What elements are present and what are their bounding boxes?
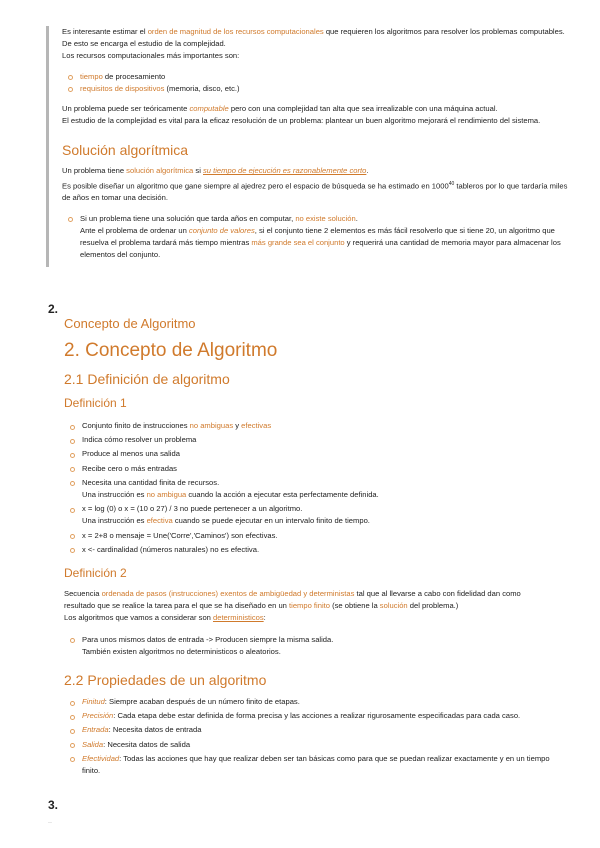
solucion-list <box>62 213 572 262</box>
list-item: x = 2+8 o mensaje = Une('Corre','Caminos') son efectivas. <box>82 530 554 542</box>
list-item: x <- cardinalidad (números naturales) no es efectiva. <box>82 544 554 556</box>
definicion-2-paragraph: Secuencia ordenada de pasos (instrucciones) exentos de ambigüedad y deterministas tal que al llevarse a cabo con fidelidad dan como resultado que se realice la tarea para el que se ha diseñado en un tiempo finito (se obtiene la solución del problema.) Los algoritmos que vamos a considerar son deterministicos: <box>64 589 521 623</box>
list-item: Finitud: Siempre acaban después de un número finito de etapas. <box>82 696 554 708</box>
section-number-2: 2. <box>48 302 59 316</box>
entrada-link[interactable]: Entrada <box>82 725 109 735</box>
list-item: Conjunto finito de instrucciones no ambiguas y efectivas <box>82 420 554 432</box>
ordenada-link[interactable]: ordenada de pasos (instrucciones) exentos de ambigüedad y deterministas <box>101 589 355 598</box>
salida-link[interactable]: Salida <box>82 739 104 749</box>
no-ambiguas-link[interactable]: no ambiguas <box>189 421 234 430</box>
subheading-definicion: 2.1 Definición de algoritmo <box>64 371 230 387</box>
list-item: Indica cómo resolver un problema <box>82 434 554 446</box>
page-title: 2. Concepto de Algoritmo <box>64 340 278 361</box>
computable-link[interactable]: computable <box>189 104 229 114</box>
computable-paragraph: Un problema puede ser teóricamente computable pero con una complejidad tan alta que sea irrealizable con una máquina actual. El estudio de la complejidad es vital para la eficaz resolución de un problema: plantear un buen algoritmo mejorará el rendimiento del sistema. <box>62 104 541 126</box>
section-number-3: 3. <box>48 798 59 812</box>
no-ambigua-link[interactable]: no ambigua <box>146 490 187 500</box>
resources-list <box>62 71 572 95</box>
definicion-2-block <box>64 588 554 658</box>
conjunto-link[interactable]: conjunto de valores <box>188 225 255 235</box>
tiempo-finito-link[interactable]: tiempo finito <box>289 601 330 611</box>
propiedades-list <box>64 696 554 777</box>
list-item: Para unos mismos datos de entrada -> Producen siempre la misma salida. También existen algoritmos no deterministicos o aleatorios. <box>82 634 554 658</box>
list-item: Produce al menos una salida <box>82 448 554 460</box>
complexity-quote-box <box>46 26 572 267</box>
toc-title: Concepto de Algoritmo <box>64 316 196 331</box>
intro-paragraph: Es interesante estimar el orden de magnitud de los recursos computacionales que requieren los algoritmos para resolver los problemas computables. De esto se encarga el estudio de la complejidad. Los recursos computacionales más importantes son: <box>62 27 565 61</box>
solucion-paragraph: Un problema tiene solución algorítmica si su tiempo de ejecución es razonablemente corto. Es posible diseñar un algoritmo que gane siempre al ajedrez pero el espacio de búsqueda se ha estimado en 1000$^{40}$ tableros por lo que tardaría miles de años en tomar una decisión. <box>62 166 568 203</box>
precision-link[interactable]: Precisión <box>82 711 114 721</box>
definicion-1-block <box>64 420 554 556</box>
propiedades-block <box>64 696 554 777</box>
tiempo-ejecucion-link[interactable]: su tiempo de ejecución es razonablemente corto <box>203 166 367 176</box>
list-item: x = log (0) o x = (10 o 27) / 3 no puede pertenecer a un algoritmo. Una instrucción es efectiva cuando se puede ejecutar en un intervalo finito de tiempo. <box>82 503 554 527</box>
requisitos-link[interactable]: requisitos de dispositivos <box>80 83 165 93</box>
magnitud-link[interactable]: orden de magnitud de los recursos computacionales <box>147 27 324 36</box>
efectivas-link[interactable]: efectivas <box>241 421 272 430</box>
grande-link[interactable]: más grande sea el conjunto <box>251 237 345 247</box>
finitud-link[interactable]: Finitud <box>82 697 105 706</box>
page-marker: ·· <box>48 820 52 826</box>
deterministicos-link[interactable]: deterministicos <box>213 613 264 623</box>
list-item: Necesita una cantidad finita de recursos. Una instrucción es no ambigua cuando la acción a ejecutar esta perfectamente definida. <box>82 477 554 501</box>
definicion-2-title: Definición 2 <box>64 566 127 580</box>
list-item: Recibe cero o más entradas <box>82 463 554 475</box>
list-item: Efectividad: Todas las acciones que hay que realizar deben ser tan básicas como para que se puedan realizar exactamente y en un tiempo finito. <box>82 753 554 777</box>
list-item: Precisión: Cada etapa debe estar definida de forma precisa y las acciones a realizar rigurosamente especificadas para cada caso. <box>82 710 554 722</box>
list-item: Entrada: Necesita datos de entrada <box>82 724 554 736</box>
solucion-def-link[interactable]: solución <box>379 601 408 611</box>
list-item: Salida: Necesita datos de salida <box>82 739 554 751</box>
no-solucion-link[interactable]: no existe solución <box>295 213 356 223</box>
definicion-1-title: Definición 1 <box>64 396 127 410</box>
efectiva-link[interactable]: efectiva <box>146 516 173 526</box>
list-item: Si un problema tiene una solución que tarda años en computar, no existe solución. Ante el problema de ordenar un conjunto de valores, si el conjunto tiene 2 elementos es más fácil resolverlo que si tiene 20, un algoritmo que resuelva el problema tardará más tiempo mientras más grande sea el conjunto y requerirá una cantidad de memoria mayor para almacenar los elementos del conjunto. <box>80 213 572 262</box>
tiempo-link[interactable]: tiempo <box>80 71 103 81</box>
solucion-link[interactable]: solución algorítmica <box>126 166 194 176</box>
solucion-heading: Solución algorítmica <box>62 142 189 159</box>
efectividad-link[interactable]: Efectividad <box>82 753 120 763</box>
list-item: tiempo de procesamiento <box>80 71 572 83</box>
subheading-propiedades: 2.2 Propiedades de un algoritmo <box>64 672 267 688</box>
definicion-2-list <box>64 634 554 658</box>
definicion-1-list <box>64 420 554 556</box>
list-item: requisitos de dispositivos (memoria, disco, etc.) <box>80 83 572 95</box>
